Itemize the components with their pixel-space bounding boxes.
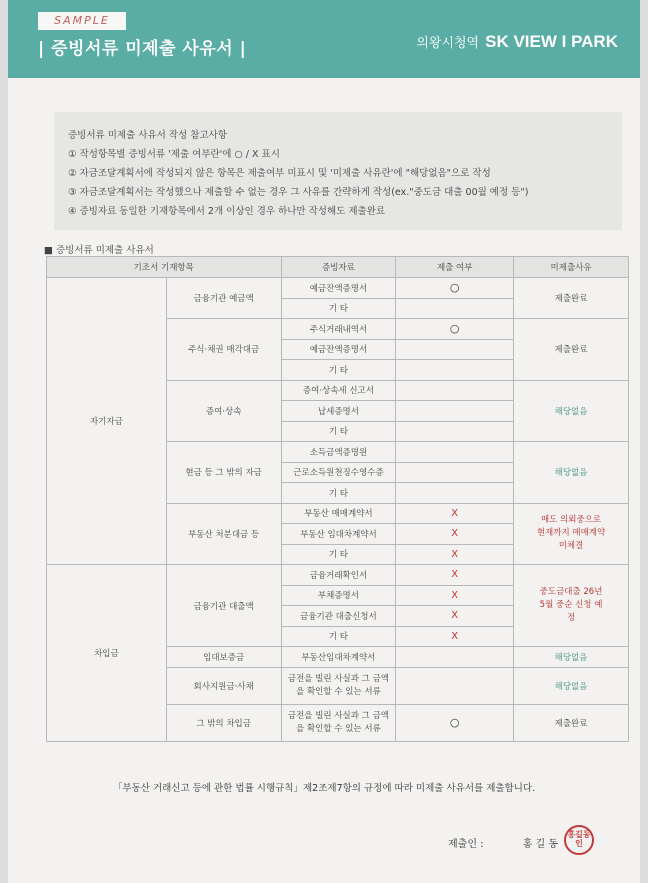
submitted-mark-cell: X [396,565,514,586]
submitted-mark-cell [396,442,514,463]
item-name-cell: 현금 등 그 밖의 자금 [166,442,281,504]
submitter-name: 홍 길 동 [522,839,559,850]
submitted-mark-cell [396,667,514,704]
document-cell: 근로소득원천징수영수증 [281,462,396,483]
document-cell: 예금잔액증명서 [281,278,396,299]
submitted-mark-cell [396,483,514,504]
brand-prefix: 의왕시청역 [416,36,480,51]
document-cell: 기 타 [281,360,396,381]
document-cell: 납세증명서 [281,401,396,422]
notes-box [54,112,622,230]
submitted-mark-cell: ○ [396,278,514,299]
reason-cell: 해당없음 [514,647,629,668]
table-row [47,565,629,586]
document-cell: 기 타 [281,298,396,319]
section-label: ■ 증빙서류 미제출 사유서 [44,245,154,256]
notes-heading: 증빙서류 미제출 사유서 작성 참고사항 [68,130,227,141]
seal-text: 홍길동인 [567,830,591,848]
item-name-cell: 임대보증금 [166,647,281,668]
document-cell: 부동산임대차계약서 [281,647,396,668]
note-item: ③ 자금조달계획서는 작성했으나 제출할 수 없는 경우 그 사유를 간략하게 작성(ex."중도금 대출 00월 예정 등") [68,187,529,198]
sample-tag: SAMPLE [38,12,126,30]
reason-cell: 제출완료 [514,319,629,381]
header-cell: 기조서 기재항목 [47,257,282,278]
document-cell: 기 타 [281,626,396,647]
table-header-row [47,257,629,278]
submitted-mark-cell [396,298,514,319]
reason-cell: 해당없음 [514,442,629,504]
item-name-cell: 그 밖의 차입금 [166,704,281,741]
reason-cell: 중도금대출 26년 5월 중순 신청 예정 [514,565,629,647]
footer-statement: 「부동산 거래신고 등에 관한 법률 시행규칙」제2조제7항의 규정에 따라 미제출 사유서를 제출합니다. [112,783,536,794]
item-name-cell: 회사지원금·사채 [166,667,281,704]
reason-cell: 매도 의뢰중으로 현재까지 매매계약 미체결 [514,503,629,565]
header-cell: 제출 여부 [396,257,514,278]
submitted-mark-cell [396,380,514,401]
document-cell: 기 타 [281,483,396,504]
seal-stamp [564,825,594,855]
document-cell: 금전을 빌린 사실과 그 금액을 확인할 수 있는 서류 [281,667,396,704]
reason-cell: 제출완료 [514,704,629,741]
reason-table [46,256,629,742]
document-cell: 부동산 매매계약서 [281,503,396,524]
submitted-mark-cell: X [396,626,514,647]
submitter-label: 제출인 : [448,839,484,850]
document-cell: 증여·상속세 신고서 [281,380,396,401]
submitted-mark-cell [396,462,514,483]
submitted-mark-cell: X [396,544,514,565]
submitted-mark-cell: X [396,503,514,524]
document-cell: 금융거래확인서 [281,565,396,586]
header-cell: 증빙자료 [281,257,396,278]
submitted-mark-cell [396,401,514,422]
document-cell: 부동산 임대차계약서 [281,524,396,545]
submitted-mark-cell: X [396,606,514,627]
brand-name: SK VIEW I PARK [485,32,618,51]
document-cell: 소득금액증명원 [281,442,396,463]
document-page [8,0,640,883]
submitted-mark-cell: ○ [396,319,514,340]
note-item: ④ 증빙자료 동일한 기재항목에서 2개 이상인 경우 하나만 작성해도 제출완료 [68,206,386,217]
document-cell: 주식거래내역서 [281,319,396,340]
item-name-cell: 부동산 처분대금 등 [166,503,281,565]
submitted-mark-cell: ○ [396,704,514,741]
table-row [47,278,629,299]
item-name-cell: 주식·채권 매각대금 [166,319,281,381]
submitted-mark-cell [396,421,514,442]
submitted-mark-cell: X [396,585,514,606]
item-name-cell: 금융기관 대출액 [166,565,281,647]
document-title: | 증빙서류 미제출 사유서 | [38,39,247,59]
document-cell: 기 타 [281,421,396,442]
submitted-mark-cell [396,339,514,360]
category-cell: 차입금 [47,565,167,742]
document-cell: 예금잔액증명서 [281,339,396,360]
signature-line [448,835,558,850]
reason-cell: 해당없음 [514,667,629,704]
reason-cell: 제출완료 [514,278,629,319]
item-name-cell: 금융기관 예금액 [166,278,281,319]
note-item: ① 작성항목별 증빙서류 '제출 여부란'에 ○ / X 표시 [68,149,280,160]
reason-cell: 해당없음 [514,380,629,442]
document-cell: 부채증명서 [281,585,396,606]
submitted-mark-cell [396,647,514,668]
document-cell: 금전을 빌린 사실과 그 금액을 확인할 수 있는 서류 [281,704,396,741]
header-cell: 미제출사유 [514,257,629,278]
brand [416,32,618,52]
header-band [8,0,640,78]
submitted-mark-cell [396,360,514,381]
item-name-cell: 증여·상속 [166,380,281,442]
document-cell: 금융기관 대출신청서 [281,606,396,627]
submitted-mark-cell: X [396,524,514,545]
document-cell: 기 타 [281,544,396,565]
category-cell: 자기자금 [47,278,167,565]
note-item: ② 자금조달계획서에 작성되지 않은 항목은 제출여부 미표시 및 '미제출 사유란'에 "해당없음"으로 작성 [68,168,491,179]
